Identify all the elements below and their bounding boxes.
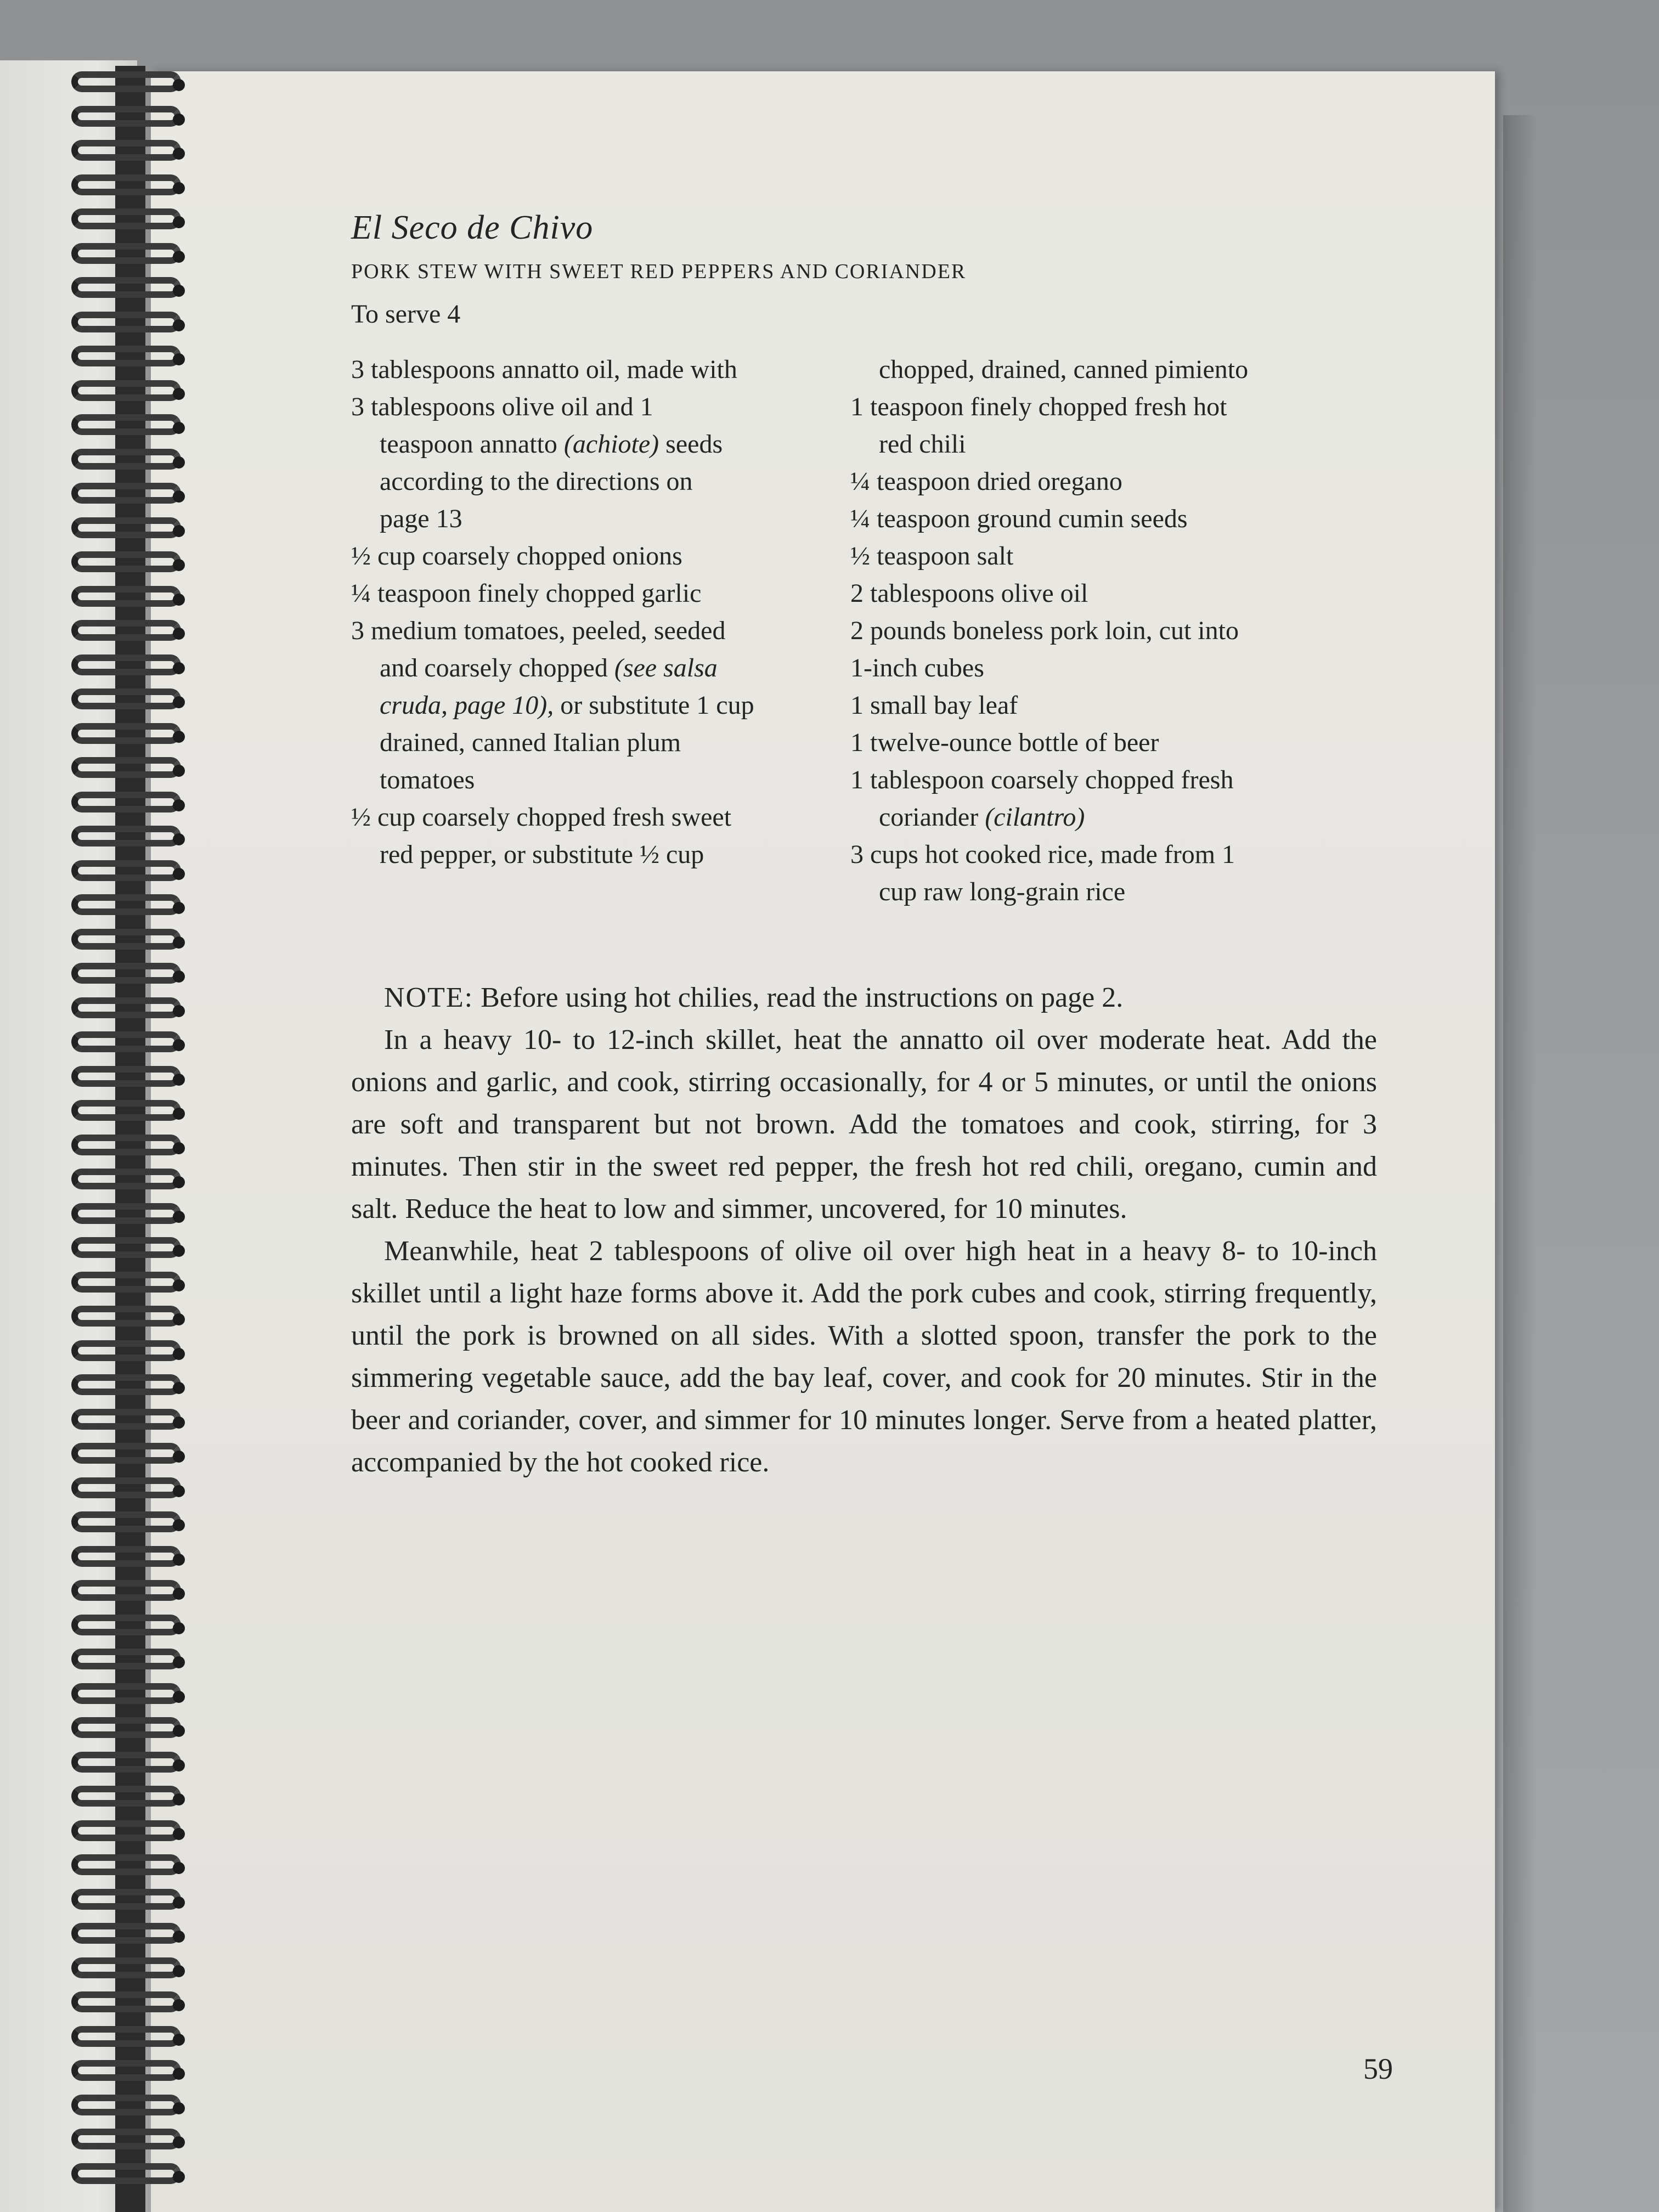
ingredient-line — [351, 836, 845, 873]
ingredient-line — [850, 724, 1322, 761]
binding-ring — [38, 1203, 187, 1227]
ingredient-text: 1 twelve-ounce bottle of beer — [850, 728, 1159, 757]
binding-ring — [38, 2060, 187, 2084]
binding-ring — [38, 1340, 187, 1364]
ingredient-text: drained, canned Italian plum — [380, 728, 681, 757]
ingredient-text: ½ cup coarsely chopped onions — [351, 541, 682, 571]
ingredient-text: coriander — [879, 803, 985, 832]
recipe-title: El Seco de Chivo — [351, 209, 594, 246]
binding-ring — [38, 723, 187, 747]
ingredient-line — [850, 650, 1322, 687]
note-paragraph — [351, 977, 1377, 1019]
ingredient-text: 2 tablespoons olive oil — [850, 579, 1088, 608]
ingredient-line — [351, 426, 845, 463]
ingredient-line — [850, 500, 1322, 538]
ingredient-text: ¼ teaspoon finely chopped garlic — [351, 579, 702, 608]
ingredient-line — [850, 351, 1322, 388]
ingredient-text: 3 medium tomatoes, peeled, seeded — [351, 616, 726, 645]
serving-size: To serve 4 — [351, 300, 461, 329]
binding-ring — [38, 1957, 187, 1982]
ingredient-text: ½ cup coarsely chopped fresh sweet — [351, 803, 732, 832]
recipe-subtitle: PORK STEW WITH SWEET RED PEPPERS AND CORIANDER — [351, 260, 967, 283]
ingredient-text: or substitute 1 cup — [554, 691, 754, 720]
binding-ring — [38, 2026, 187, 2050]
ingredient-line — [351, 612, 845, 650]
instruction-paragraph-2: Meanwhile, heat 2 tablespoons of olive oil over high heat in a heavy 8- to 10-inch skillet until a light haze forms above it. Add the pork cubes and cook, stirring frequently, until the pork is browned on all sides. With a slotted spoon, transfer the pork to the simmering vegetable sauce, add the bay leaf, cover, and cook for 20 minutes. Stir in the beer and coriander, cover, and simmer for 10 minutes longer. Serve from a heated platter, accompanied by the hot cooked rice. — [351, 1235, 1377, 1478]
ingredient-line — [850, 836, 1322, 873]
binding-ring — [38, 963, 187, 987]
ingredient-text: and coarsely chopped — [380, 653, 614, 682]
binding-ring — [38, 792, 187, 816]
instruction-paragraph-1: In a heavy 10- to 12-inch skillet, heat the annatto oil over moderate heat. Add the onions and garlic, and cook, stirring occasionally, for 4 or 5 minutes, or until the onions are soft and transparent but not brown. Add the tomatoes and cook, stirring, for 3 minutes. Then stir in the sweet red pepper, the fresh hot red chili, oregano, cumin and salt. Reduce the heat to low and simmer, uncovered, for 10 minutes. — [351, 1024, 1377, 1224]
ingredient-italic-text: (achiote) — [563, 430, 659, 459]
binding-ring — [38, 1752, 187, 1776]
ingredient-line — [850, 426, 1322, 463]
binding-ring — [38, 1615, 187, 1639]
ingredient-line — [850, 687, 1322, 724]
binding-ring — [38, 483, 187, 507]
ingredient-text: 3 tablespoons olive oil and 1 — [351, 392, 653, 421]
ingredient-line — [351, 500, 845, 538]
binding-ring — [38, 140, 187, 164]
binding-ring — [38, 1820, 187, 1844]
ingredient-italic-text: (see salsa — [614, 653, 718, 682]
ingredient-text: 1 small bay leaf — [850, 691, 1018, 720]
binding-ring — [38, 1031, 187, 1056]
note-label: NOTE: — [384, 982, 474, 1013]
binding-ring — [38, 1477, 187, 1502]
ingredient-text: page 13 — [380, 504, 462, 533]
binding-ring — [38, 2163, 187, 2187]
binding-ring — [38, 71, 187, 95]
binding-ring — [38, 2129, 187, 2153]
binding-ring — [38, 551, 187, 575]
binding-ring — [38, 174, 187, 199]
ingredient-line — [850, 873, 1322, 911]
binding-ring — [38, 1374, 187, 1398]
binding-ring — [38, 860, 187, 884]
binding-ring — [38, 620, 187, 644]
ingredient-line — [351, 538, 845, 575]
binding-ring — [38, 1135, 187, 1159]
binding-ring — [38, 1409, 187, 1433]
ingredient-text: ¼ teaspoon ground cumin seeds — [850, 504, 1188, 533]
ingredients-column-right — [850, 351, 1322, 911]
ingredients-list — [351, 351, 1377, 911]
ingredient-line — [850, 538, 1322, 575]
page-number: 59 — [1363, 2052, 1393, 2085]
binding-ring — [38, 346, 187, 370]
binding-ring — [38, 1546, 187, 1570]
ingredient-text: 1 tablespoon coarsely chopped fresh — [850, 765, 1234, 794]
ingredient-text: 3 cups hot cooked rice, made from 1 — [850, 840, 1235, 869]
instructions — [351, 977, 1377, 1483]
ingredient-text: tomatoes — [380, 765, 475, 794]
ingredient-text: ½ teaspoon salt — [850, 541, 1014, 571]
ingredient-text: 1-inch cubes — [850, 653, 984, 682]
binding-ring — [38, 1580, 187, 1604]
ingredient-line — [850, 612, 1322, 650]
ingredient-line — [850, 575, 1322, 612]
binding-ring — [38, 312, 187, 336]
binding-ring — [38, 1100, 187, 1124]
ingredient-line — [351, 799, 845, 836]
ingredient-text: 3 tablespoons annatto oil, made with — [351, 355, 737, 384]
ingredient-text: red pepper, or substitute ½ cup — [380, 840, 704, 869]
binding-ring — [38, 1923, 187, 1947]
binding-ring — [38, 208, 187, 233]
binding-ring — [38, 414, 187, 438]
binding-ring — [38, 1066, 187, 1090]
ingredient-line — [351, 388, 845, 426]
ingredient-line — [351, 351, 845, 388]
ingredient-text: ¼ teaspoon dried oregano — [850, 467, 1122, 496]
binding-ring — [38, 1786, 187, 1810]
binding-ring — [38, 1272, 187, 1296]
binding-ring — [38, 1717, 187, 1741]
binding-ring — [38, 1306, 187, 1330]
ingredient-text: cup raw long-grain rice — [879, 877, 1126, 906]
binding-ring — [38, 689, 187, 713]
ingredient-line — [351, 687, 845, 724]
binding-ring — [38, 277, 187, 301]
binding-ring — [38, 1649, 187, 1673]
note-text: Before using hot chilies, read the instructions on page 2. — [473, 982, 1124, 1013]
spiral-binding — [38, 71, 192, 2205]
binding-ring — [38, 243, 187, 267]
binding-ring — [38, 1237, 187, 1261]
ingredient-text: 2 pounds boneless pork loin, cut into — [850, 616, 1239, 645]
ingredient-line — [850, 799, 1322, 836]
binding-ring — [38, 826, 187, 850]
binding-ring — [38, 929, 187, 953]
ingredient-line — [850, 388, 1322, 426]
ingredient-line — [351, 761, 845, 799]
binding-ring — [38, 1889, 187, 1913]
binding-ring — [38, 586, 187, 610]
binding-ring — [38, 997, 187, 1022]
binding-ring — [38, 380, 187, 404]
ingredient-line — [351, 463, 845, 500]
binding-ring — [38, 517, 187, 541]
binding-ring — [38, 1511, 187, 1536]
binding-ring — [38, 757, 187, 781]
binding-ring — [38, 1854, 187, 1878]
binding-ring — [38, 1443, 187, 1467]
ingredient-text: seeds — [659, 430, 723, 459]
ingredient-italic-text: cruda, page 10), — [380, 691, 554, 720]
ingredient-line — [850, 463, 1322, 500]
binding-ring — [38, 1683, 187, 1707]
binding-ring — [38, 1991, 187, 2016]
binding-ring — [38, 1169, 187, 1193]
ingredient-text: red chili — [879, 430, 966, 459]
page-edge-shadow — [1503, 115, 1536, 2212]
ingredient-line — [351, 650, 845, 687]
binding-ring — [38, 654, 187, 679]
ingredient-line — [351, 724, 845, 761]
ingredient-text: chopped, drained, canned pimiento — [879, 355, 1249, 384]
ingredient-text: according to the directions on — [380, 467, 693, 496]
ingredient-line — [850, 761, 1322, 799]
ingredients-column-left — [351, 351, 845, 911]
ingredient-line — [351, 575, 845, 612]
ingredient-italic-text: (cilantro) — [985, 803, 1085, 832]
ingredient-text: 1 teaspoon finely chopped fresh hot — [850, 392, 1227, 421]
binding-ring — [38, 2095, 187, 2119]
ingredient-text: teaspoon annatto — [380, 430, 564, 459]
binding-ring — [38, 449, 187, 473]
recipe-content — [351, 208, 1377, 1483]
binding-ring — [38, 894, 187, 918]
binding-ring — [38, 106, 187, 130]
